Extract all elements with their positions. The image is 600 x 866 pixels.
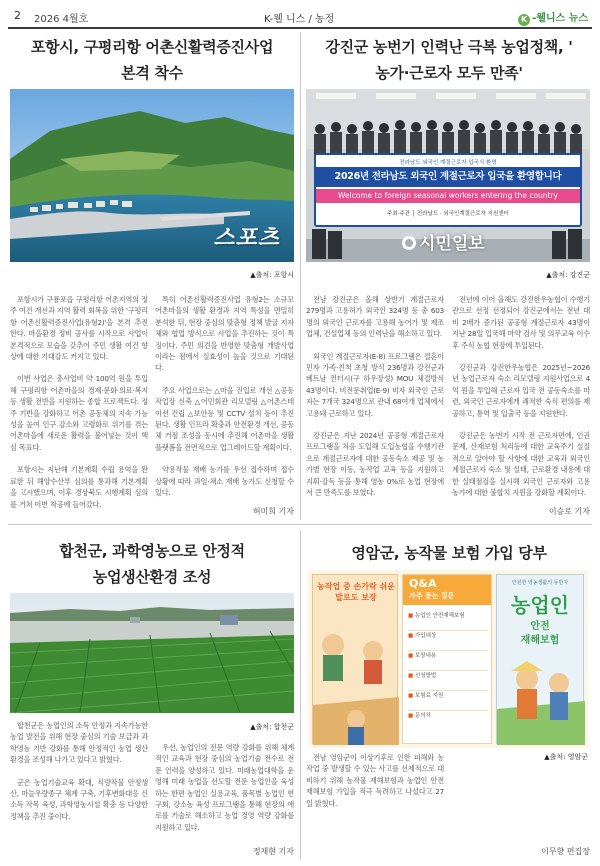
logo-mark: K — [518, 14, 530, 26]
article4-col1 — [306, 752, 444, 809]
flyer-right-sub2: 재해보험 — [520, 635, 560, 646]
header-rule — [8, 27, 592, 29]
article1-photo — [10, 89, 294, 262]
flyer-item-label: 보험료 지원 — [414, 693, 444, 699]
article2-col1 — [306, 294, 444, 499]
flyer-item-list — [408, 611, 488, 731]
article1-title-line2: 본격 착수 — [121, 64, 183, 82]
paragraph: 외국인 계절근로자(E-8) 프로그램은 결혼이민자 가족·친척 초청 방식 236명과 강진군과 베트남 껀터시(구 하우장성) MOU 체결방식 43명이다. 비전문취업(E-9) 비자 외국인 근로자는 7개국 324명으로 관내 68여개 업체에서 고용돼 근로하고 있다. — [306, 351, 444, 418]
flyer-right-sub1: 안전 — [530, 621, 550, 632]
bullet-icon: ■ — [408, 673, 415, 679]
article3-photo — [10, 593, 294, 713]
welcome-banner — [314, 153, 582, 227]
article3-title — [8, 538, 296, 590]
article3-byline: 정재현 기자 — [252, 847, 294, 856]
flyer-right-title: 농업인 — [511, 593, 569, 617]
flyer-middle-page — [402, 574, 492, 744]
paragraph: 특히 어촌신활력증진사업 유형2는 소규모 어촌마을의 생활 환경과 지역 특성을 면밀히 분석한 뒤, 현장 중심의 맞춤형 정책 발굴 지자체와 협업 방식으로 사업을 추진하는 것이 특징이다. 주민 의견을 반영한 맞춤형 개발사업이라는 점에서 실효성이 높을 것으로 기대된다. — [155, 295, 294, 373]
bullet-icon: ■ — [408, 633, 415, 639]
article1-title — [8, 34, 296, 86]
paragraph: 강진군은 농번기 시작 전 근로자편에, 인권문제, 산재보험 처리등에 대한 교육주기 실질적으로 알아야 할 사항에 대한 교육과 외국인 계절근로자 숙소 및 실태, 근로환경 내용에 대한 실태점검을 실시해 외국인 근로자와 고용농가에 대한 불합치 지원을 강화할 계획이다. — [452, 431, 590, 498]
article2-credit: ▲출처: 강진군 — [546, 271, 590, 279]
flyer-item-label: 보장내용 — [414, 653, 437, 659]
flyer-item-label: 신청방법 — [414, 673, 437, 679]
paragraph: 우선, 농업인의 전문 역량 강화를 위해 체계적인 교육과 현장 중심의 농업기술 전수로 전문 인력을 양성하고 있다. 미래농업대학을 운영해 미래 농업을 선도할 전문 농업인을 육성하는 한편 농업인 실용교육, 품목별 농업인 연구회, 강소농 육성 프로그램을 통해 현장의 애로를 기술로 해소하고 농업 경영 역량 강화를 지원하고 있다. — [155, 743, 294, 832]
article4-byline: 이무향 편집장 — [541, 847, 590, 856]
flyer-item-label: 농업인 안전재해보험 — [414, 613, 465, 619]
flyer-item-label: 문의처 — [414, 713, 431, 719]
watermark-text: 시민일보 — [419, 234, 485, 254]
article2-photo — [306, 89, 590, 262]
photo-watermark-logo: 스포츠 — [213, 225, 280, 251]
flyer-item — [408, 711, 488, 731]
page-number: 2 — [14, 9, 21, 22]
paragraph: 강진군은 지난 2024년 공공형 계절근로자 프로그램을 처음 도입해 도입농협을 수행기관으로 계절근로자에 대한 공동숙소 제공 및 농가별 현장 이동, 농작업 교육 등을 지원하고 지휘·감독 등을 통해 영농 0%로 농업 현장에서 큰 만족도를 보였다. — [306, 431, 444, 498]
bullet-icon: ■ — [408, 693, 415, 699]
article3-col2 — [155, 742, 294, 833]
article2-title — [306, 34, 592, 86]
flyer-item — [408, 631, 488, 651]
paragraph: 주요 사업으로는 △마을 진입로 개선 △공동작업장 신축 △어민회관 리모델링 △어촌스테이션 건립 △보안등 및 CCTV 설치 등이 추진된다. 생활 인프라 확충과 안전환경 개선, 공동체 거점 조성을 동시에 추진해 어촌마을 생활 플랫폼을 전면적으로 업그레이드할 계획이다. — [155, 385, 294, 452]
photo-watermark — [402, 229, 485, 254]
bullet-icon: ■ — [408, 653, 415, 659]
column-divider-top — [300, 32, 301, 520]
paragraph: 전남 영암군이 이상기후로 인한 피해와 농작업 중 발생할 수 있는 사고를 선제적으로 대비하기 위해 농작물 재해보험과 농업인 안전재해보험 가입을 적극 독려하고 나섰다고 27일 밝혔다. — [306, 753, 444, 808]
article3-col1 — [10, 720, 148, 822]
flyer-left-heading: 농작업 중 손가락 쉬운 말로도 보장 — [317, 582, 395, 602]
paragraph: 이번 사업은 총사업비 약 100억 원을 투입해 구평리항 어촌마을의 경제·문화·의료·복지 등 생활 전반을 지원하는 종합 프로젝트다. 정주 기반을 강화하고 어촌 공동체의 지속 가능성을 높여 인구 감소와 고령화로 위기를 겪는 어촌마을에 새로운 활력을 불어넣는 것이 핵심 목표다. — [10, 374, 148, 452]
flyer-item — [408, 671, 488, 691]
flyer-item-label: 가입대상 — [414, 633, 437, 639]
article4-photo — [308, 570, 588, 748]
article1-title-line1: 포항시, 구평리항 어촌신활력증진사업 — [30, 38, 274, 56]
banner-title: 2026년 전라남도 외국인 계절근로자 입국을 환영합니다 — [316, 167, 580, 187]
paragraph: 포항시가 구룡포읍 구평리항 어촌지역의 정주 여건 개선과 지역 활력 회복을 위한 '구평리항 어촌신활력증진사업(유형2)'을 본격 추진한다. 마을환경 정비 공사를 시작으로 사업이 본격적으로 모습을 갖추어 주민 생활 여건 향상에 대한 기대감도 커지고 있다. — [10, 295, 148, 362]
page-header — [14, 9, 588, 27]
paragraph: 합천군은 농업인의 소득 안정과 지속가능한 농업 발전을 위해 현장 중심의 기술 보급과 과학영농 기반 강화를 통해 안정적인 농업 생산 환경을 조성해 나가고 있다고 밝혔다. — [10, 721, 148, 765]
article1-col2 — [155, 294, 294, 499]
article1-credit: ▲출처: 포항시 — [250, 271, 294, 279]
flyer-right-page — [496, 574, 584, 744]
article2-title-line1: 강진군 농번기 인력난 극복 농업정책, ' — [325, 38, 573, 56]
paragraph: 포항시는 지난해 기본계획 수립 용역을 완료한 뒤 해양수산부 심의를 통과해 기본계획을 고시했으며, 이후 경상북도 시행계획 심의를 거쳐 이번 착공에 들어갔다. — [10, 465, 148, 509]
flyer-item — [408, 611, 488, 631]
article4-credit: ▲출처: 영암군 — [544, 753, 588, 761]
article2-title-line2: 농가·근로자 모두 만족' — [375, 64, 523, 82]
row-divider — [8, 524, 592, 525]
bullet-icon: ■ — [408, 713, 415, 719]
section-title: K-웰 니스 / 농정 — [264, 14, 335, 25]
article2-col2 — [452, 294, 590, 499]
bullet-icon: ■ — [408, 613, 415, 619]
article1-byline: 허미희 기자 — [252, 507, 294, 516]
logo-text: -웰니스 뉴스 — [532, 13, 588, 24]
newspaper-logo — [518, 9, 588, 26]
flyer-item — [408, 691, 488, 711]
article1-col1 — [10, 294, 148, 510]
column-divider-bottom — [300, 530, 301, 860]
article3-credit: ▲출처: 합천군 — [250, 723, 294, 731]
banner-host: 주최·주관 │ 전라남도 · 외국인계절근로자 지원센터 — [387, 211, 509, 217]
article4-title: 영암군, 농작물 보험 가입 당부 — [351, 544, 547, 562]
flyer-middle-header — [403, 575, 491, 605]
flyer-item — [408, 651, 488, 671]
banner-english: Welcome to foreign seasonal workers entering the country — [316, 189, 580, 203]
flyer-qa: Q&A — [409, 577, 437, 590]
paragraph: 전년에 이어 올해도 강진한우농협이 수행기관으로 선정 선정되어 강진군에서는 전년 대비 2배가 증가된 공공형 계절근로자 43명이 지난 28일 입국해 마약 검사 및 의무교육 이수 후 주식 농협 현장에 투입된다. — [452, 295, 590, 350]
flyer-left-page — [312, 574, 398, 744]
paragraph: 군은 농업기술교육 확대, 식량작물 안정생산, 마늘우량종구 체계 구축, 기후변화대응 신소득 작목 육성, 과학영농시설 확충 등 다양한 정책을 추진 중이다. — [10, 777, 148, 821]
banner-subtitle: 전라남도 외국인 계절근로자 입국식 환영 — [399, 160, 497, 166]
watermark-logo-icon — [402, 236, 416, 250]
paragraph: 전남 강진군은 올해 상반기 계절근로자 279명과 고용허가 외국인 324명 등 총 603명의 외국인 근로자를 고용해 농어가 및 제조업체, 건설업체 등의 인력난을 해소하고 있다. — [306, 295, 444, 339]
flyer-qa-sub: 자주 묻는 질문 — [409, 592, 455, 600]
article3-title-line1: 합천군, 과학영농으로 안정적 — [59, 542, 245, 560]
issue-date: 2026 4월호 — [34, 14, 89, 25]
paragraph: 약용작물 재배 농가를 우선 접수하며 접수 상황에 따라 과일·채소 재배 농가도 신청할 수 있다. — [155, 465, 294, 498]
flyer-right-top: 안전한 영농생활의 동반자 — [511, 580, 569, 586]
article3-title-line2: 농업생산환경 조성 — [92, 568, 212, 586]
article2-byline: 이승로 기자 — [548, 507, 590, 516]
paragraph: 강진군과 강진한우농협은 2025년~2026년 농업근로자 숙소 리모델링 지원사업으로 4억 원을 투입해 근로자 입국 전 공동숙소를 마련, 외국인 근로자에게 쾌적한 숙식 편의를 제공하고, 통역 및 입출국 등을 지원한다. — [452, 363, 590, 418]
